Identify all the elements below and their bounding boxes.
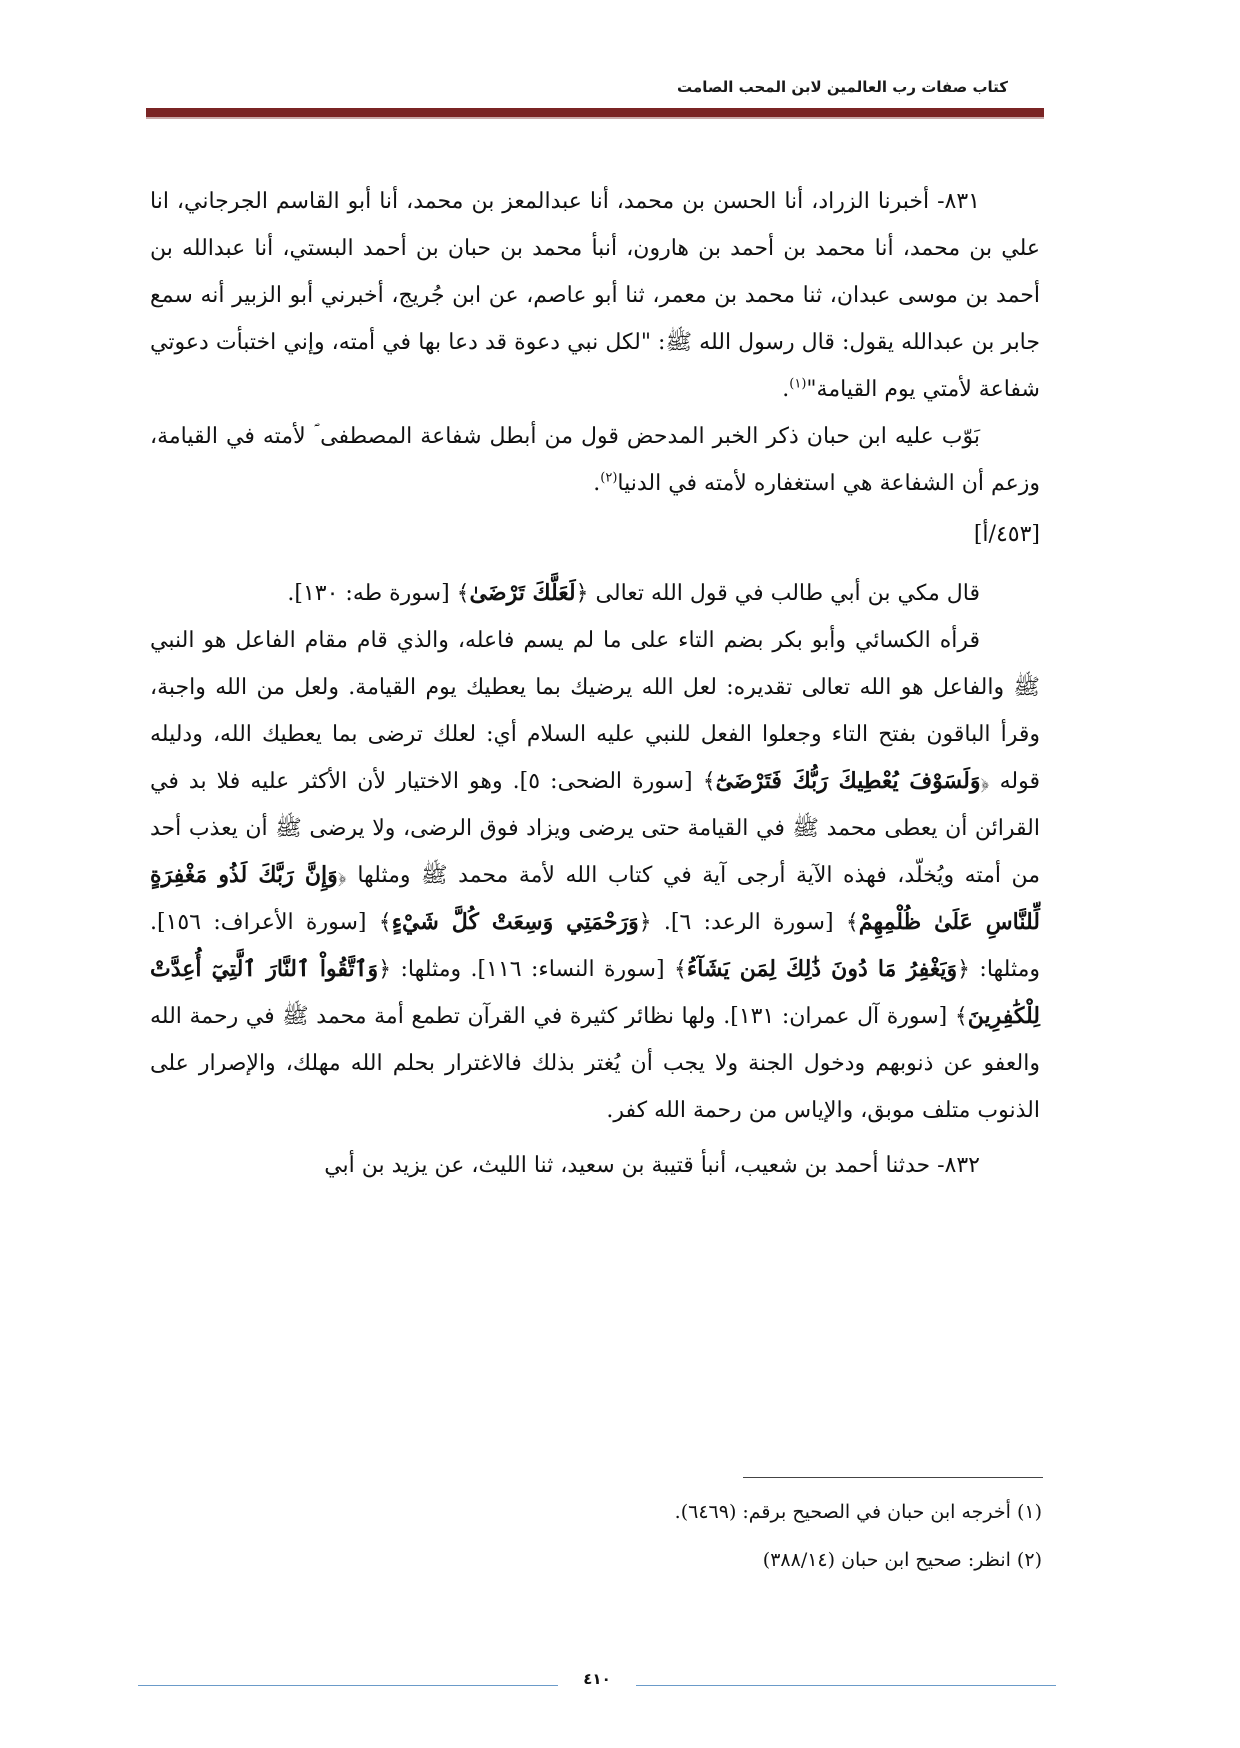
paragraph-hadith-831 (150, 178, 1040, 413)
footnotes (146, 1488, 1042, 1584)
quran-verse-taha: لَعَلَّكَ تَرْضَىٰ (469, 580, 576, 606)
qiraat-text-c: ﴾ [سورة الرعد: ٦]. ﴿ (638, 910, 859, 935)
quran-verse-al-imran: وَٱتَّقُواْ ٱلنَّارَ ٱلَّتِيٓ أُعِدَّتْ لِلْكَٰفِرِينَ (150, 956, 1040, 1029)
folio-reference: [٤٥٣/أ] (973, 522, 1040, 547)
hadith-831-end: . (782, 377, 790, 402)
quran-verse-raad: وَإِنَّ رَبَّكَ لَذُو مَغْفِرَةٍ لِّلنَّاسِ عَلَىٰ ظُلْمِهِمْ (150, 862, 1040, 935)
footer-rule-left (138, 1685, 558, 1686)
quran-verse-duha: وَلَسَوْفَ يُعْطِيكَ رَبُّكَ فَتَرْضَىٰٓ (715, 768, 981, 794)
page-number: ٤١٠ (583, 1670, 611, 1688)
qiraat-text-a: قرأه الكسائي وأبو بكر بضم التاء على ما لم يسم فاعله، والذي قام مقام الفاعل هو النبي ﷺ والفاعل هو الله تعالى تقديره: لعل الله يرضيك بما يعطيك يوم القيامة. ولعل من الله واجبة، وقرأ الباقون بفتح التاء وجعلوا الفعل للنبي عليه السلام أي: لعلك ترضى بما يعطيك الله، ودليله قوله ﴿ (150, 628, 1041, 794)
makki-text-b: ﴾ [سورة طه: ١٣٠]. (287, 581, 470, 606)
running-header-title: كتاب صفات رب العالمين لابن المحب الصامت (677, 78, 1008, 96)
footnote-ref-2: (٢) (600, 470, 618, 486)
paragraph-ibn-hibban-heading (150, 413, 1040, 507)
qiraat-text-d: ﴾ [سورة الأعراف: ١٥٦]. ومثلها: ﴿ (150, 910, 1040, 982)
makki-text-a: قال مكي بن أبي طالب في قول الله تعالى ﴿ (575, 581, 980, 606)
quran-verse-nisa: وَيَغْفِرُ مَا دُونَ ذَٰلِكَ لِمَن يَشَآءُ (686, 956, 958, 982)
paragraph-makki (150, 570, 1040, 617)
header-rule (146, 108, 1044, 119)
footnote-2: (٢) انظر: صحيح ابن حبان (٣٨٨/١٤) (762, 1549, 1042, 1571)
hadith-831-text: ٨٣١- أخبرنا الزراد، أنا الحسن بن محمد، أنا عبدالمعز بن محمد، أنا أبو القاسم الجرجاني، انا علي بن محمد، أنا محمد بن أحمد بن هارون، أنبأ محمد بن حبان بن أحمد البستي، أنا عبدالله بن أحمد بن موسى عبدان، ثنا محمد بن معمر، ثنا أبو عاصم، عن ابن جُريج، أخبرني أبو الزبير أنه سمع جابر بن عبدالله يقول: قال رسول الله ﷺ: "لكل نبي دعوة قد دعا بها في أمته، وإني اختبأت دعوتي شفاعة لأمتي يوم القيامة" (150, 189, 1040, 402)
paragraph-hadith-832: ٨٣٢- حدثنا أحمد بن شعيب، أنبأ قتيبة بن سعيد، ثنا الليث، عن يزيد بن أبي (324, 1153, 980, 1178)
ibn-hibban-text: بَوّب عليه ابن حبان ذكر الخبر المدحض قول من أبطل شفاعة المصطفى ؐ لأمته في القيامة، وزعم أن الشفاعة هي استغفاره لأمته في الدنيا (150, 424, 1040, 496)
paragraph-qiraat (150, 617, 1040, 1134)
qiraat-text-b: ﴾ [سورة الضحى: ٥]. وهو الاختيار لأن الأكثر عليه فلا بد في القرائن أن يعطى محمد ﷺ في القيامة حتى يرضى ويزاد فوق الرضى، ولا يرضى ﷺ أن يعذب أحد من أمته ويُخلّد، فهذه الآية أرجى آية في كتاب الله لأمة محمد ﷺ ومثلها ﴿ (150, 769, 1040, 888)
footnote-separator (743, 1477, 1043, 1478)
main-text (150, 178, 1040, 1189)
quran-verse-araf: وَرَحْمَتِي وَسِعَتْ كُلَّ شَيْءٍ (391, 909, 639, 935)
ibn-hibban-end: . (593, 471, 601, 496)
qiraat-text-f: ﴾ [سورة آل عمران: ١٣١]. ولها نظائر كثيرة في القرآن تطمع أمة محمد ﷺ في رحمة الله والعفو عن ذنوبهم ودخول الجنة ولا يجب أن يُغتر بذلك فالاغترار بحلم الله مهلك، والإصرار على الذنوب متلف موبق، والإياس من رحمة الله كفر. (150, 1004, 1040, 1123)
footnote-1: (١) أخرجه ابن حبان في الصحيح برقم: (٦٤٦٩). (674, 1501, 1042, 1523)
footnote-ref-1: (١) (789, 376, 807, 392)
footer-rule-right (636, 1685, 1056, 1686)
qiraat-text-e: ﴾ [سورة النساء: ١١٦]. ومثلها: ﴿ (378, 957, 687, 982)
